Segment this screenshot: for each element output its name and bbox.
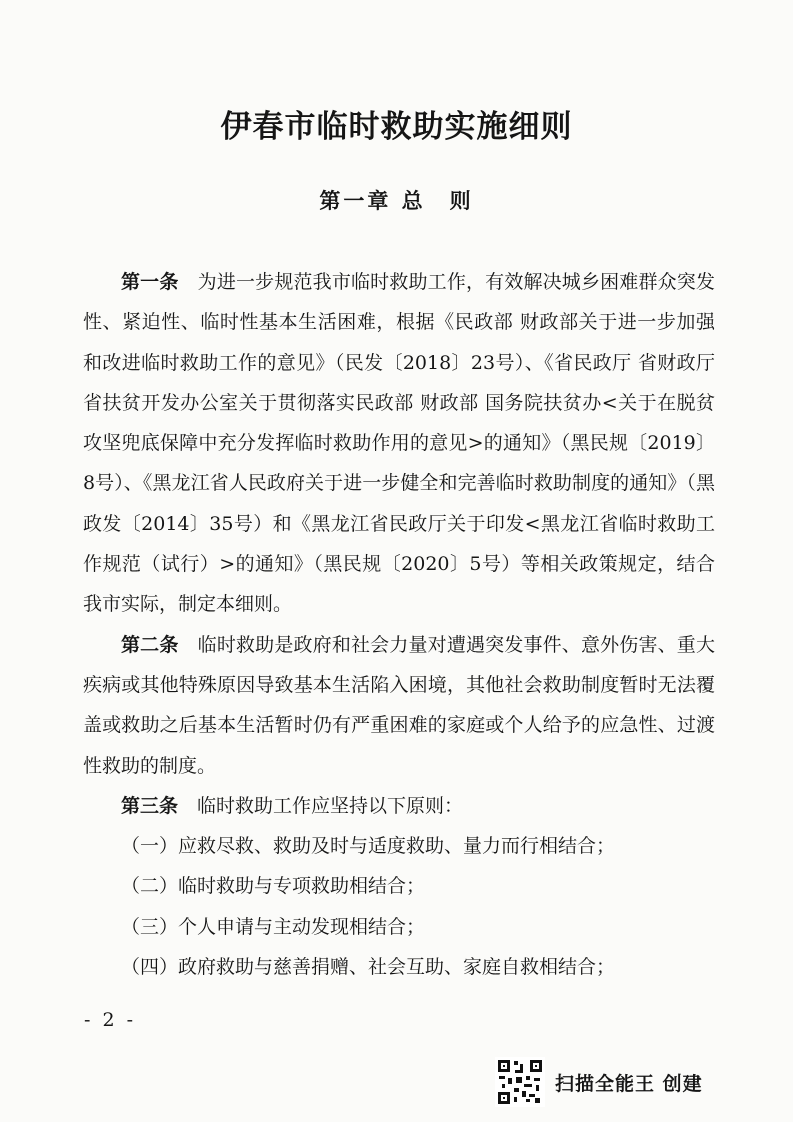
article-label: 第二条 bbox=[121, 633, 179, 656]
chapter-heading: 第一章 总 则 bbox=[319, 188, 474, 213]
document-body bbox=[83, 262, 715, 987]
article-1 bbox=[83, 262, 715, 625]
article-label: 第一条 bbox=[121, 271, 179, 293]
principle-item: （三）个人申请与主动发现相结合； bbox=[121, 915, 426, 938]
article-text: 临时救助是政府和社会力量对遭遇突发事件、意外伤害、重大疾病或其他特殊原因导致基本生活陷入困境，其他社会救助制度暂时无法覆盖或救助之后基本生活暂时仍有严重困难的家庭或个人给予的应急性、过渡性救助的制度。 bbox=[83, 633, 715, 777]
article-text: 为进一步规范我市临时救助工作，有效解决城乡困难群众突发性、紧迫性、临时性基本生活困难，根据《民政部 财政部关于进一步加强和改进临时救助工作的意见》（民发〔2018〕23号）、《省民政厅 省财政厅 省扶贫开发办公室关于贯彻落实民政部 财政部 国务院扶贫办<关于在脱贫攻坚兜底保障中充分发挥临时救助作用的意见>的通知》（黑民规〔2019〕8号）、《黑龙江省人民政府关于进一步健全和完善临时救助制度的通知》（黑政发〔2014〕35号）和《黑龙江省民政厅关于印发<黑龙江省临时救助工作规范（试行）>的通知》（黑民规〔2020〕5号）等相关政策规定，结合我市实际，制定本细则。 bbox=[83, 271, 715, 616]
article-2 bbox=[83, 625, 715, 786]
principle-item: （一）应救尽救、救助及时与适度救助、量力而行相结合； bbox=[121, 835, 616, 858]
qr-code-icon bbox=[495, 1057, 545, 1107]
article-text: 临时救助工作应坚持以下原则： bbox=[197, 794, 464, 817]
page-number: - 2 - bbox=[84, 1009, 137, 1031]
principle-item: （四）政府救助与慈善捐赠、社会互助、家庭自救相结合； bbox=[121, 956, 616, 979]
principle-item: （二）临时救助与专项救助相结合； bbox=[121, 875, 426, 898]
scanner-watermark bbox=[495, 1055, 703, 1109]
document-title: 伊春市临时救助实施细则 bbox=[220, 109, 573, 145]
article-3 bbox=[83, 786, 715, 826]
scanner-watermark-text: 扫描全能王 创建 bbox=[555, 1072, 703, 1095]
article-label: 第三条 bbox=[121, 794, 179, 817]
